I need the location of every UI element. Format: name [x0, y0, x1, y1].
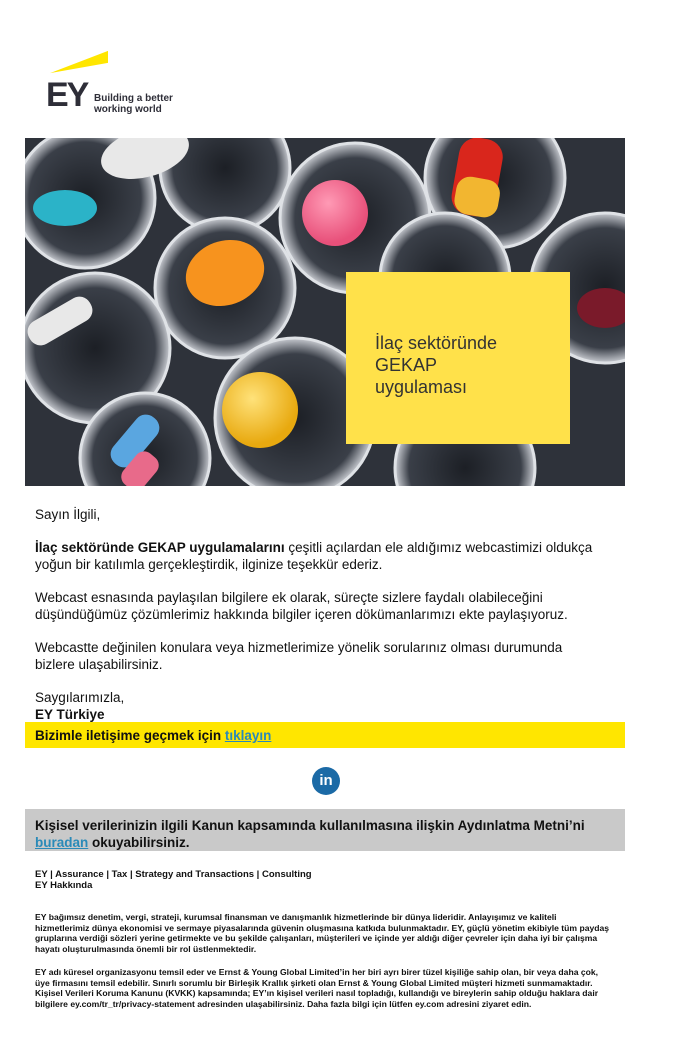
- footer-nav: [35, 869, 312, 891]
- footer-legal-paragraph: EY adı küresel organizasyonu temsil eder ve Ernst & Young Global Limited’in her biri ayrı birer tüzel kişiliğe sahip olan, bir veya daha çok, üye firmasını temsil edebilir. Sınırlı sorumlu bir Birleşik Krallık şirketi olan Ernst & Young Global Limited müşteri hizmeti sunmamaktadır. Kişisel Verileri Koruma Kanunu (KVKK) kapsamında; EY’ın kişisel verileri nasıl topladığı, kullandığı ve bireylerin sahip olduğu haklara dair bilgilere ey.com/tr_tr/privacy-statement adresinden ulaşabilirsiniz. Daha fazla bilgi için lütfen ey.com adresini ziyaret edin.: [35, 967, 599, 1009]
- ey-logo[interactable]: [46, 56, 186, 116]
- paragraph-1: [35, 539, 595, 573]
- footer-link-strategy[interactable]: Strategy and Transactions: [135, 869, 255, 880]
- footer-link-consulting[interactable]: Consulting: [261, 869, 312, 880]
- closing: Saygılarımızla,: [35, 690, 125, 705]
- privacy-notice-bar: [25, 809, 625, 851]
- contact-text-wrap: [35, 728, 271, 743]
- paragraph-2: Webcast esnasında paylaşılan bilgilere ek olarak, süreçte sizlere faydalı olabileceğini düşündüğümüz çözümlerimiz hakkında bilgiler içeren dökümanlarımızı ekte paylaşıyoruz.: [35, 590, 568, 622]
- tagline-line-1: Building a better: [94, 93, 173, 104]
- hero-title-line-3: uygulaması: [375, 377, 468, 397]
- linkedin-icon[interactable]: in: [312, 767, 340, 795]
- signature: EY Türkiye: [35, 707, 105, 722]
- ey-beam-icon: [50, 51, 108, 73]
- paragraph-3: Webcastte değinilen konulara veya hizmetlerimize yönelik sorularınız olması durumunda bizlere ulaşabilirsiniz.: [35, 640, 563, 672]
- privacy-link[interactable]: buradan: [35, 835, 89, 850]
- email-body: [35, 506, 595, 723]
- hero-title-line-1: İlaç sektöründe: [375, 333, 498, 353]
- privacy-text-before: Kişisel verilerinizin ilgili Kanun kapsamında kullanılmasına ilişkin Aydınlatma Metni’ni: [35, 818, 585, 833]
- contact-link[interactable]: tıklayın: [224, 728, 272, 743]
- privacy-text-after: okuyabilirsiniz.: [88, 835, 190, 850]
- paragraph-1-text: çeşitli açılardan ele aldığımız webcastimizi oldukça yoğun bir katılımla gerçekleştirdik, ilginize teşekkür ederiz.: [35, 540, 593, 572]
- separator: |: [127, 869, 136, 880]
- logo-text: EY: [46, 76, 88, 114]
- separator: |: [47, 869, 56, 880]
- footer-about-paragraph: EY bağımsız denetim, vergi, strateji, kurumsal finansman ve danışmanlık hizmetlerinde bir dünya lideridir. Anlayışımız ve kaliteli hizmetlerimiz dünya ekonomisi ve sermaye piyasalarında güvenin oluşmasına katkıda bulunmaktadır. EY, güçlü yönetim ekibiyle tüm paydaş gruplarına verdiği sözleri yerine getirmekte ve bu şekilde çalışanları, müşterileri ve içinde yer aldığı diğer çevreler için daha iyi bir çalışma hayatı oluşturulmasında önemli bir rol üstlenmektedir.: [35, 912, 610, 954]
- footer-link-ey[interactable]: EY: [35, 869, 48, 880]
- logo-tagline: [94, 93, 184, 115]
- footer-link-assurance[interactable]: Assurance: [55, 869, 104, 880]
- hero-banner: [25, 138, 625, 486]
- footer-about-heading: EY Hakkında: [35, 880, 93, 891]
- paragraph-1-bold: İlaç sektöründe GEKAP uygulamalarını: [35, 540, 285, 555]
- contact-bar: [25, 722, 625, 748]
- contact-text: Bizimle iletişime geçmek için: [35, 728, 225, 743]
- footer-links-row: [35, 869, 312, 880]
- closing-block: [35, 689, 595, 723]
- footer-link-tax[interactable]: Tax: [111, 869, 128, 880]
- hero-title: [375, 332, 555, 398]
- greeting: Sayın İlgili,: [35, 507, 101, 522]
- hero-title-line-2: GEKAP: [375, 355, 438, 375]
- privacy-notice-text: [35, 817, 615, 851]
- separator: |: [254, 869, 262, 880]
- separator: |: [103, 869, 112, 880]
- tagline-line-2: working world: [94, 104, 162, 115]
